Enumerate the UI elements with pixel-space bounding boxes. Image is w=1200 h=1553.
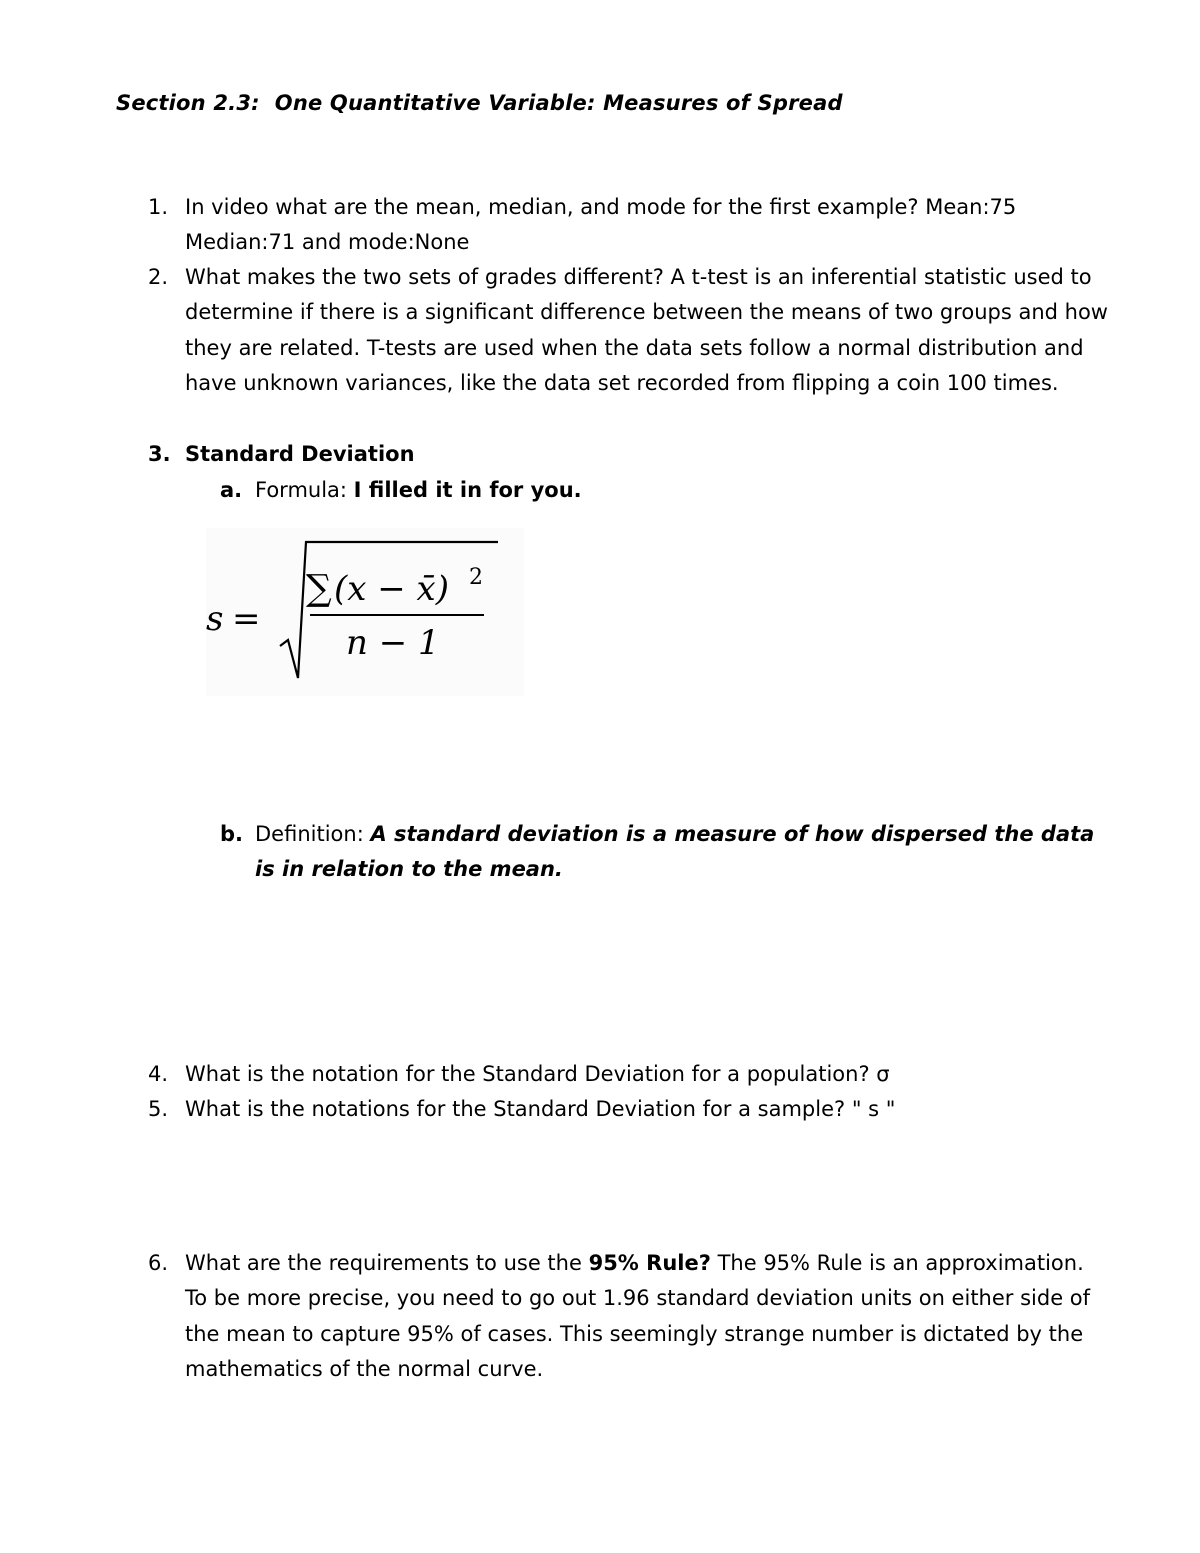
sub-item-a — [220, 473, 1110, 508]
item-number: 1. — [148, 195, 169, 219]
sub-label: b. — [220, 822, 244, 846]
formula-graphic — [206, 528, 524, 696]
formula-lhs: s — [206, 599, 224, 639]
section-heading: Standard Deviation — [185, 442, 415, 466]
question-2 — [148, 260, 1108, 401]
sub-prefix: Formula: — [255, 478, 354, 502]
formula-exponent: 2 — [469, 565, 483, 590]
item-number: 5. — [148, 1097, 169, 1121]
question-text: In video what are the mean, median, and mode for the first example? — [185, 195, 919, 219]
answer-text: I filled it in for you. — [353, 478, 582, 502]
item-number: 3. — [148, 442, 171, 466]
sub-prefix: Definition: — [255, 822, 371, 846]
answer-text: " s " — [845, 1097, 896, 1121]
page-title: Section 2.3: One Quantitative Variable: Measures of Spread — [116, 91, 843, 115]
answer-text: A standard deviation is a measure of how dispersed the data is in relation to the mean. — [255, 822, 1095, 882]
question-text: What makes the two sets of grades different? — [185, 265, 664, 289]
answer-text: σ — [869, 1062, 890, 1086]
formula-denominator: n − 1 — [346, 623, 440, 663]
sub-label: a. — [220, 478, 243, 502]
question-1 — [148, 190, 1108, 261]
answer-text: A t-test is an inferential statistic used to determine if there is a significant difference between the means of two groups and how they are related. T-tests are used when the data sets follow a normal distribution and have unknown variances, like the data set recorded from flipping a coin 100 times. — [185, 265, 1108, 395]
answer-text: The 95% Rule is an approximation. To be more precise, you need to go out 1.96 standard deviation units on either side of the mean to capture 95% of cases. This seemingly strange number is dictated by the mathematics of the normal curve. — [185, 1251, 1091, 1381]
question-text: What is the notations for the Standard Deviation for a sample? — [185, 1097, 846, 1121]
standard-deviation-formula — [206, 528, 524, 696]
question-5 — [148, 1092, 1108, 1127]
question-6 — [148, 1246, 1108, 1387]
question-3 — [148, 437, 1108, 472]
question-text: What is the notation for the Standard Deviation for a population? — [185, 1062, 870, 1086]
question-bold-term: 95% Rule? — [588, 1251, 711, 1275]
answer-text: Mean:75 Median:71 and mode:None — [185, 195, 1017, 255]
sub-item-b — [220, 817, 1110, 888]
formula-numerator: (x − x̄) — [334, 569, 449, 609]
item-number: 2. — [148, 265, 169, 289]
item-number: 6. — [148, 1251, 169, 1275]
formula-equals: = — [232, 599, 261, 639]
question-text: What are the requirements to use the — [185, 1251, 589, 1275]
item-number: 4. — [148, 1062, 169, 1086]
question-4 — [148, 1057, 1108, 1092]
formula-sigma: ∑ — [306, 568, 332, 609]
